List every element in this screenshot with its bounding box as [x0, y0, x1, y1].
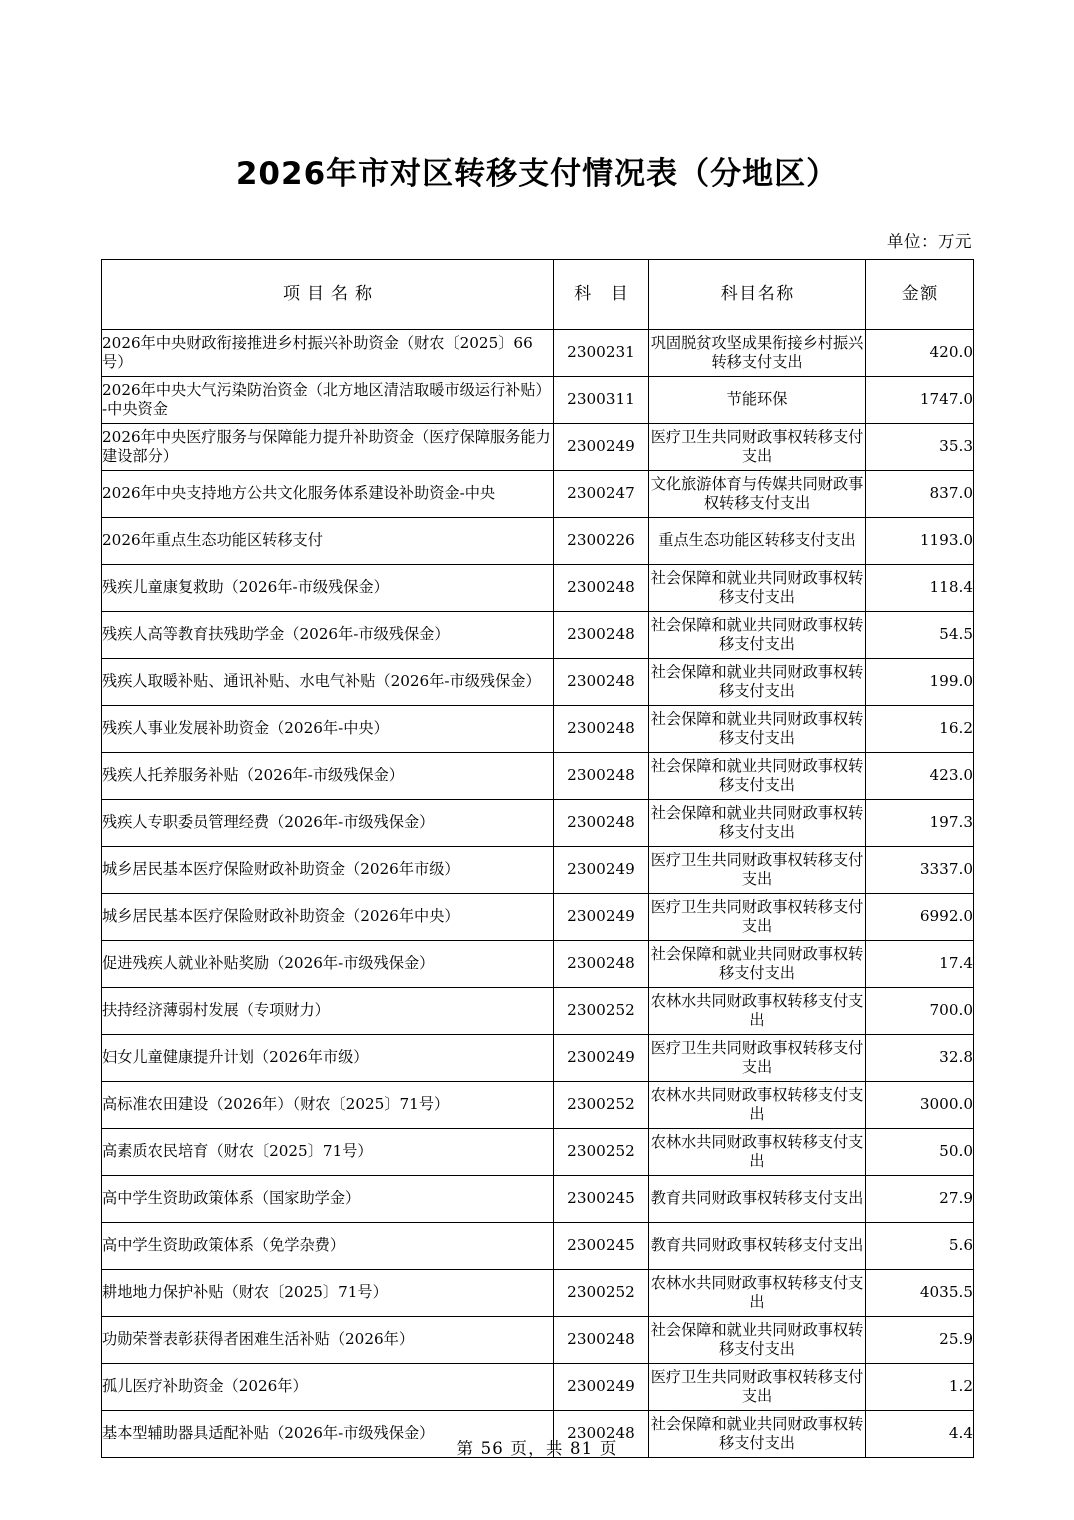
cell-subject-name: 农林水共同财政事权转移支付支出	[649, 1270, 866, 1317]
cell-project-name: 扶持经济薄弱村发展（专项财力）	[102, 988, 554, 1035]
cell-subject-code: 2300248	[554, 800, 649, 847]
cell-subject-code: 2300252	[554, 1270, 649, 1317]
cell-amount: 54.5	[866, 612, 974, 659]
table-row	[102, 1223, 974, 1270]
cell-project-name: 2026年中央支持地方公共文化服务体系建设补助资金-中央	[102, 471, 554, 518]
cell-project-name: 孤儿医疗补助资金（2026年）	[102, 1364, 554, 1411]
table-body	[102, 260, 974, 1458]
cell-subject-code: 2300231	[554, 330, 649, 377]
cell-subject-name: 社会保障和就业共同财政事权转移支付支出	[649, 941, 866, 988]
cell-amount: 4.4	[866, 1411, 974, 1458]
cell-subject-code: 2300249	[554, 1364, 649, 1411]
cell-amount: 35.3	[866, 424, 974, 471]
cell-project-name: 残疾人取暖补贴、通讯补贴、水电气补贴（2026年-市级残保金）	[102, 659, 554, 706]
cell-project-name: 高中学生资助政策体系（国家助学金）	[102, 1176, 554, 1223]
cell-amount: 27.9	[866, 1176, 974, 1223]
table-row	[102, 1082, 974, 1129]
table-row	[102, 847, 974, 894]
cell-project-name: 2026年中央医疗服务与保障能力提升补助资金（医疗保障服务能力建设部分）	[102, 424, 554, 471]
cell-subject-name: 医疗卫生共同财政事权转移支付支出	[649, 424, 866, 471]
table-row	[102, 1317, 974, 1364]
cell-subject-code: 2300245	[554, 1176, 649, 1223]
cell-amount: 700.0	[866, 988, 974, 1035]
table-row	[102, 800, 974, 847]
cell-project-name: 城乡居民基本医疗保险财政补助资金（2026年市级）	[102, 847, 554, 894]
cell-project-name: 残疾人托养服务补贴（2026年-市级残保金）	[102, 753, 554, 800]
cell-subject-name: 巩固脱贫攻坚成果衔接乡村振兴转移支付支出	[649, 330, 866, 377]
cell-project-name: 高中学生资助政策体系（免学杂费）	[102, 1223, 554, 1270]
cell-amount: 1193.0	[866, 518, 974, 565]
cell-project-name: 高标准农田建设（2026年）（财农〔2025〕71号）	[102, 1082, 554, 1129]
cell-subject-code: 2300248	[554, 1411, 649, 1458]
cell-amount: 17.4	[866, 941, 974, 988]
cell-amount: 3000.0	[866, 1082, 974, 1129]
table-row	[102, 1364, 974, 1411]
transfer-payment-table-container	[101, 259, 973, 1458]
cell-subject-code: 2300252	[554, 1082, 649, 1129]
cell-amount: 5.6	[866, 1223, 974, 1270]
cell-subject-name: 社会保障和就业共同财政事权转移支付支出	[649, 1317, 866, 1364]
cell-project-name: 残疾人高等教育扶残助学金（2026年-市级残保金）	[102, 612, 554, 659]
cell-subject-name: 医疗卫生共同财政事权转移支付支出	[649, 1364, 866, 1411]
cell-subject-name: 社会保障和就业共同财政事权转移支付支出	[649, 612, 866, 659]
page-title: 2026年市对区转移支付情况表（分地区）	[235, 156, 839, 192]
table-row	[102, 518, 974, 565]
cell-project-name: 2026年中央大气污染防治资金（北方地区清洁取暖市级运行补贴）-中央资金	[102, 377, 554, 424]
cell-amount: 25.9	[866, 1317, 974, 1364]
cell-subject-code: 2300248	[554, 612, 649, 659]
cell-subject-name: 医疗卫生共同财政事权转移支付支出	[649, 1035, 866, 1082]
cell-amount: 1747.0	[866, 377, 974, 424]
cell-amount: 1.2	[866, 1364, 974, 1411]
cell-subject-name: 社会保障和就业共同财政事权转移支付支出	[649, 800, 866, 847]
cell-amount: 423.0	[866, 753, 974, 800]
cell-project-name: 妇女儿童健康提升计划（2026年市级）	[102, 1035, 554, 1082]
cell-subject-code: 2300226	[554, 518, 649, 565]
cell-subject-name: 农林水共同财政事权转移支付支出	[649, 988, 866, 1035]
cell-subject-code: 2300245	[554, 1223, 649, 1270]
cell-project-name: 残疾人专职委员管理经费（2026年-市级残保金）	[102, 800, 554, 847]
table-row	[102, 941, 974, 988]
cell-project-name: 城乡居民基本医疗保险财政补助资金（2026年中央）	[102, 894, 554, 941]
cell-project-name: 残疾儿童康复救助（2026年-市级残保金）	[102, 565, 554, 612]
cell-subject-name: 社会保障和就业共同财政事权转移支付支出	[649, 659, 866, 706]
cell-amount: 837.0	[866, 471, 974, 518]
column-header-subject-name: 科目名称	[649, 260, 866, 330]
table-row	[102, 659, 974, 706]
cell-subject-name: 文化旅游体育与传媒共同财政事权转移支付支出	[649, 471, 866, 518]
cell-project-name: 促进残疾人就业补贴奖励（2026年-市级残保金）	[102, 941, 554, 988]
page-footer: 第 56 页，共 81 页	[456, 1439, 618, 1458]
table-row	[102, 706, 974, 753]
cell-amount: 6992.0	[866, 894, 974, 941]
cell-amount: 420.0	[866, 330, 974, 377]
cell-project-name: 高素质农民培育（财农〔2025〕71号）	[102, 1129, 554, 1176]
cell-subject-code: 2300248	[554, 1317, 649, 1364]
cell-amount: 4035.5	[866, 1270, 974, 1317]
table-row	[102, 1035, 974, 1082]
cell-subject-code: 2300249	[554, 424, 649, 471]
cell-project-name: 功勋荣誉表彰获得者困难生活补贴（2026年）	[102, 1317, 554, 1364]
table-row	[102, 1176, 974, 1223]
cell-project-name: 2026年中央财政衔接推进乡村振兴补助资金（财农〔2025〕66号）	[102, 330, 554, 377]
table-row	[102, 424, 974, 471]
table-row	[102, 471, 974, 518]
cell-subject-name: 医疗卫生共同财政事权转移支付支出	[649, 847, 866, 894]
table-row	[102, 377, 974, 424]
cell-amount: 197.3	[866, 800, 974, 847]
column-header-subject-code: 科 目	[554, 260, 649, 330]
table-row	[102, 330, 974, 377]
cell-subject-code: 2300247	[554, 471, 649, 518]
cell-subject-code: 2300252	[554, 988, 649, 1035]
table-row	[102, 565, 974, 612]
cell-amount: 118.4	[866, 565, 974, 612]
cell-amount: 16.2	[866, 706, 974, 753]
cell-subject-name: 教育共同财政事权转移支付支出	[649, 1223, 866, 1270]
cell-subject-code: 2300311	[554, 377, 649, 424]
cell-project-name: 基本型辅助器具适配补贴（2026年-市级残保金）	[102, 1411, 554, 1458]
cell-subject-name: 农林水共同财政事权转移支付支出	[649, 1082, 866, 1129]
cell-subject-code: 2300248	[554, 753, 649, 800]
cell-subject-name: 医疗卫生共同财政事权转移支付支出	[649, 894, 866, 941]
table-header-row	[102, 260, 974, 330]
table-row	[102, 753, 974, 800]
cell-subject-code: 2300248	[554, 706, 649, 753]
cell-subject-code: 2300248	[554, 941, 649, 988]
cell-project-name: 2026年重点生态功能区转移支付	[102, 518, 554, 565]
cell-amount: 32.8	[866, 1035, 974, 1082]
cell-subject-name: 农林水共同财政事权转移支付支出	[649, 1129, 866, 1176]
cell-subject-name: 社会保障和就业共同财政事权转移支付支出	[649, 753, 866, 800]
cell-subject-name: 教育共同财政事权转移支付支出	[649, 1176, 866, 1223]
table-row	[102, 988, 974, 1035]
transfer-payment-table	[101, 259, 974, 1458]
table-row	[102, 612, 974, 659]
column-header-project-name: 项目名称	[102, 260, 554, 330]
cell-subject-name: 节能环保	[649, 377, 866, 424]
cell-subject-code: 2300248	[554, 659, 649, 706]
table-row	[102, 1129, 974, 1176]
cell-subject-code: 2300252	[554, 1129, 649, 1176]
column-header-amount: 金额	[866, 260, 974, 330]
cell-amount: 199.0	[866, 659, 974, 706]
cell-subject-code: 2300249	[554, 847, 649, 894]
cell-amount: 50.0	[866, 1129, 974, 1176]
cell-amount: 3337.0	[866, 847, 974, 894]
unit-note: 单位：万元	[887, 232, 972, 251]
cell-subject-code: 2300248	[554, 565, 649, 612]
cell-subject-name: 社会保障和就业共同财政事权转移支付支出	[649, 1411, 866, 1458]
cell-subject-code: 2300249	[554, 894, 649, 941]
cell-subject-name: 社会保障和就业共同财政事权转移支付支出	[649, 565, 866, 612]
cell-subject-name: 社会保障和就业共同财政事权转移支付支出	[649, 706, 866, 753]
cell-project-name: 耕地地力保护补贴（财农〔2025〕71号）	[102, 1270, 554, 1317]
table-row	[102, 894, 974, 941]
cell-project-name: 残疾人事业发展补助资金（2026年-中央）	[102, 706, 554, 753]
cell-subject-name: 重点生态功能区转移支付支出	[649, 518, 866, 565]
cell-subject-code: 2300249	[554, 1035, 649, 1082]
table-row	[102, 1270, 974, 1317]
